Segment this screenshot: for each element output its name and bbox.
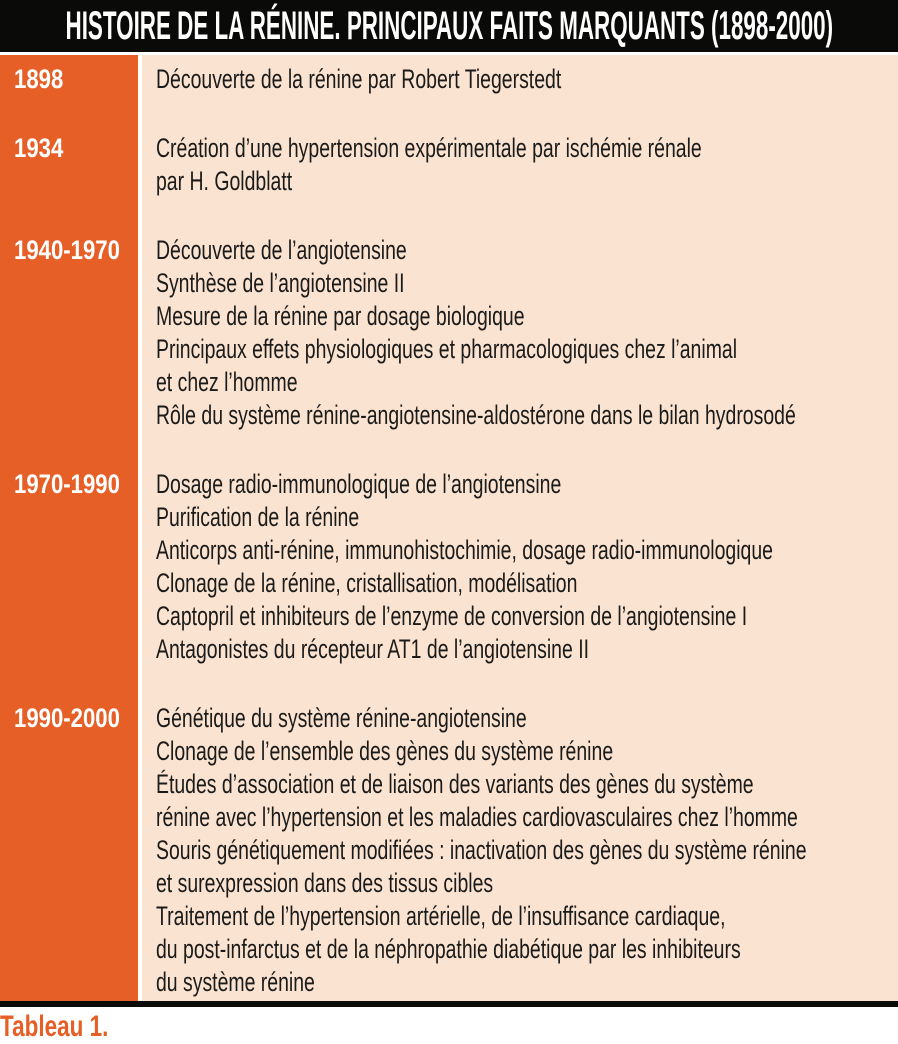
section-row [0,55,898,96]
event-line: Génétique du système rénine-angiotensine [156,703,527,733]
event-line: du système rénine [156,967,315,997]
section-row [0,666,898,1001]
event-line: par H. Goldblatt [156,166,293,196]
period-label: 1898 [14,64,64,94]
period-cell [0,432,138,666]
event-line: et surexpression dans des tissus cibles [156,868,494,898]
event-line: Rôle du système rénine-angiotensine-aldostérone dans le bilan hydrosodé [156,400,796,430]
period-cell [0,666,138,1001]
section-row [0,198,898,432]
table-body [0,55,898,1001]
period-cell [0,55,138,96]
event-line: du post-infarctus et de la néphropathie diabétique par les inhibiteurs [156,934,741,964]
table-header [0,0,898,52]
event-line: Découverte de la rénine par Robert Tiegerstedt [156,64,562,94]
period-label: 1990-2000 [14,703,120,733]
event-line: Dosage radio-immunologique de l’angiotensine [156,469,562,499]
event-line: Principaux effets physiologiques et pharmacologiques chez l’animal [156,334,738,364]
event-line: Études d’association et de liaison des variants des gènes du système [156,769,754,799]
period-cell [0,96,138,198]
lines-cell [142,198,898,432]
section-row [0,432,898,666]
event-line: Clonage de la rénine, cristallisation, modélisation [156,568,578,598]
event-line: rénine avec l’hypertension et les maladies cardiovasculaires chez l’homme [156,802,798,832]
lines-cell [142,55,898,96]
event-line: Purification de la rénine [156,502,360,532]
lines-cell [142,666,898,1001]
table-caption: Tableau 1. [0,1010,109,1043]
period-cell [0,198,138,432]
event-line: Captopril et inhibiteurs de l’enzyme de conversion de l’angiotensine I [156,601,748,631]
event-line: Souris génétiquement modifiées : inactivation des gènes du système rénine [156,835,807,865]
period-label: 1970-1990 [14,469,120,499]
event-line: Mesure de la rénine par dosage biologique [156,301,525,331]
table-title: HISTOIRE DE LA RÉNINE. PRINCIPAUX FAITS MARQUANTS (1898-2000) [65,3,833,48]
event-line: Anticorps anti-rénine, immunohistochimie, dosage radio-immunologique [156,535,773,565]
event-line: Création d’une hypertension expérimentale par ischémie rénale [156,133,702,163]
caption-area [0,1007,898,1044]
period-label: 1940-1970 [14,235,120,265]
event-line: Antagonistes du récepteur AT1 de l’angiotensine II [156,634,590,664]
lines-cell [142,432,898,666]
section-row [0,96,898,198]
event-line: et chez l’homme [156,367,298,397]
event-line: Clonage de l’ensemble des gènes du système rénine [156,736,614,766]
lines-cell [142,96,898,198]
period-label: 1934 [14,133,64,163]
event-line: Synthèse de l’angiotensine II [156,268,405,298]
event-line: Découverte de l’angiotensine [156,235,407,265]
event-line: Traitement de l’hypertension artérielle, de l’insuffisance cardiaque, [156,901,726,931]
